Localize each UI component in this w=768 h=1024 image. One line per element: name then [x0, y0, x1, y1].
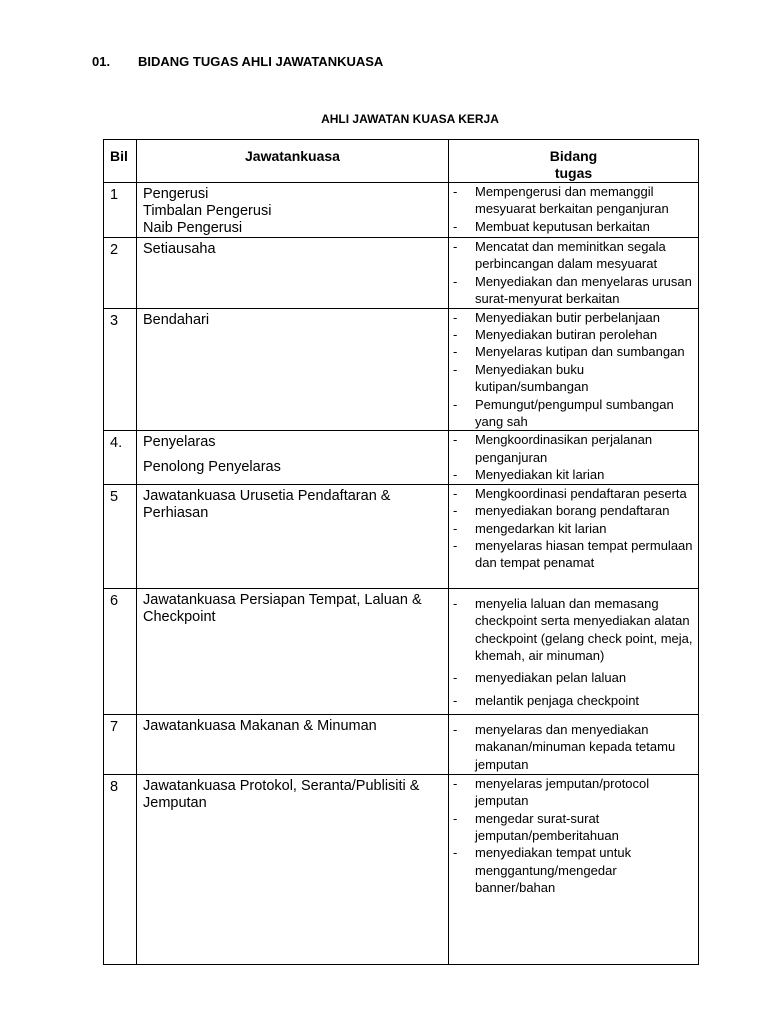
- section-number: 01.: [92, 54, 111, 69]
- task-item: - Mengkoordinasikan perjalanan penganjuran: [449, 431, 696, 466]
- cell-bil: 6: [104, 588, 137, 714]
- task-item: - melantik penjaga checkpoint: [449, 692, 696, 709]
- task-list: [449, 431, 698, 483]
- table-row: [104, 484, 699, 588]
- task-list: [449, 775, 698, 897]
- cell-bidang-tugas: [449, 308, 699, 431]
- cell-jawatankuasa: [137, 431, 449, 484]
- cell-bil: 7: [104, 714, 137, 774]
- task-item: - Menyediakan buku kutipan/sumbangan: [449, 361, 696, 396]
- committee-table: [103, 139, 699, 965]
- table-row: [104, 774, 699, 964]
- task-item: - menyediakan tempat untuk menggantung/mengedar banner/bahan: [449, 844, 696, 896]
- committee-role: Timbalan Pengerusi: [143, 203, 272, 219]
- task-item: - menyelaras hiasan tempat permulaan dan tempat penamat: [449, 537, 696, 572]
- cell-bidang-tugas: [449, 431, 699, 484]
- table-row: [104, 183, 699, 238]
- committee-role: Bendahari: [143, 311, 210, 328]
- cell-bidang-tugas: [449, 774, 699, 964]
- header-bidang-tugas: [449, 140, 699, 183]
- task-item: - Menyediakan butiran perolehan: [449, 326, 696, 343]
- task-item: - menyelaras dan menyediakan makanan/minuman kepada tetamu jemputan: [449, 721, 696, 773]
- table-row: [104, 431, 699, 484]
- cell-bidang-tugas: [449, 714, 699, 774]
- task-item: - Menyediakan kit larian: [449, 466, 696, 483]
- table-row: [104, 588, 699, 714]
- cell-bil: 4.: [104, 431, 137, 484]
- committee-role: Jawatankuasa Persiapan Tempat, Laluan & Checkpoint: [143, 591, 422, 625]
- cell-bil: 8: [104, 774, 137, 964]
- cell-bidang-tugas: [449, 238, 699, 309]
- cell-jawatankuasa: [137, 774, 449, 964]
- committee-role: Jawatankuasa Protokol, Seranta/Publisiti & Jemputan: [143, 777, 420, 811]
- task-list: [449, 183, 698, 235]
- cell-jawatankuasa: [137, 238, 449, 309]
- section-heading: [92, 54, 383, 69]
- table-subtitle: AHLI JAWATAN KUASA KERJA: [321, 112, 499, 126]
- task-list: [449, 238, 698, 308]
- table-row: [104, 714, 699, 774]
- cell-bidang-tugas: [449, 183, 699, 238]
- committee-role: Jawatankuasa Makanan & Minuman: [143, 717, 377, 734]
- task-list: [449, 309, 698, 431]
- task-item: - Mencatat dan meminitkan segala perbincangan dalam mesyuarat: [449, 238, 696, 273]
- cell-bil: 2: [104, 238, 137, 309]
- cell-jawatankuasa: [137, 308, 449, 431]
- task-item: - Menyediakan dan menyelaras urusan surat-menyurat berkaitan: [449, 273, 696, 308]
- task-item: - menyediakan pelan laluan: [449, 669, 696, 686]
- committee-role: Pengerusi: [143, 186, 209, 202]
- task-list: [449, 595, 698, 709]
- header-bidang-line1: Bidang: [549, 148, 598, 164]
- cell-jawatankuasa: [137, 714, 449, 774]
- task-item: - mengedarkan kit larian: [449, 520, 696, 537]
- task-item: - mengedar surat-surat jemputan/pemberitahuan: [449, 810, 696, 845]
- cell-bidang-tugas: [449, 588, 699, 714]
- cell-bil: 1: [104, 183, 137, 238]
- table-row: [104, 308, 699, 431]
- cell-jawatankuasa: [137, 484, 449, 588]
- task-list: [449, 485, 698, 572]
- task-item: - menyelaras jemputan/protocol jemputan: [449, 775, 696, 810]
- cell-bil: 3: [104, 308, 137, 431]
- task-item: - Menyediakan butir perbelanjaan: [449, 309, 696, 326]
- cell-jawatankuasa: [137, 183, 449, 238]
- task-item: - Menyelaras kutipan dan sumbangan: [449, 343, 696, 360]
- task-list: [449, 721, 698, 773]
- header-bil: Bil: [104, 140, 137, 183]
- committee-role: Setiausaha: [143, 241, 216, 257]
- committee-role: Penolong Penyelaras: [143, 459, 281, 476]
- committee-role: Naib Pengerusi: [143, 220, 243, 236]
- cell-jawatankuasa: [137, 588, 449, 714]
- committee-role: Penyelaras: [143, 434, 216, 451]
- task-item: - menyelia laluan dan memasang checkpoint serta menyediakan alatan checkpoint (gelang check point, meja, khemah, air minuman): [449, 595, 696, 665]
- table-header-row: [104, 140, 699, 183]
- task-item: - Pemungut/pengumpul sumbangan yang sah: [449, 396, 696, 431]
- task-item: - menyediakan borang pendaftaran: [449, 502, 696, 519]
- table-row: [104, 238, 699, 309]
- section-title: BIDANG TUGAS AHLI JAWATANKUASA: [138, 54, 384, 69]
- task-item: - Mengkoordinasi pendaftaran peserta: [449, 485, 696, 502]
- cell-bidang-tugas: [449, 484, 699, 588]
- cell-bil: 5: [104, 484, 137, 588]
- committee-role: Jawatankuasa Urusetia Pendaftaran & Perhiasan: [143, 487, 391, 521]
- task-item: - Membuat keputusan berkaitan: [449, 218, 696, 235]
- header-bidang-line2: tugas: [554, 165, 593, 181]
- header-jawatankuasa: Jawatankuasa: [137, 140, 449, 183]
- task-item: - Mempengerusi dan memanggil mesyuarat berkaitan penganjuran: [449, 183, 696, 218]
